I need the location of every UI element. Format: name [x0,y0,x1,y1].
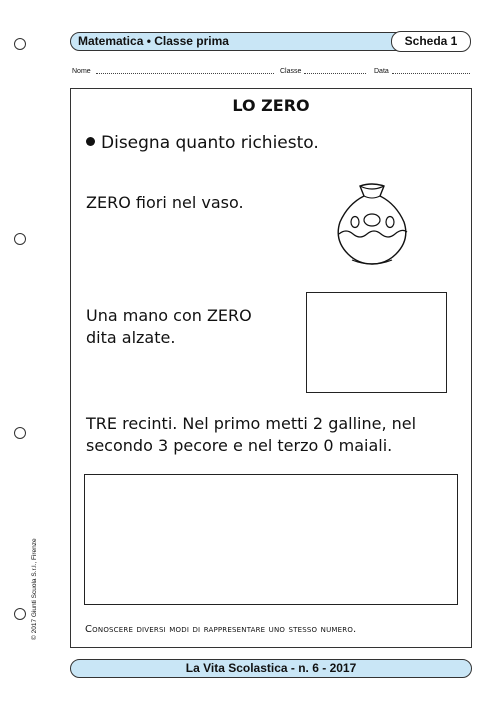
hand-drawing-box[interactable] [306,292,447,393]
task-pens-line2: secondo 3 pecore e nel terzo 0 maiali. [86,436,393,455]
bullet-icon [86,137,95,146]
task-pens-line1: TRE recinti. Nel primo metti 2 galline, nel [86,414,417,433]
task-hand [86,305,252,349]
learning-objective: Conoscere diversi modi di rappresentare uno stesso numero. [85,624,357,635]
date-field[interactable] [392,73,470,74]
name-label: Nome [72,68,91,75]
worksheet-title: LO ZERO [232,96,310,115]
binder-hole-4 [14,608,26,620]
class-field[interactable] [304,73,366,74]
task-hand-line1: Una mano con ZERO [86,306,252,325]
task-flowers: ZERO fiori nel vaso. [86,193,244,212]
binder-hole-1 [14,38,26,50]
student-fields [72,66,472,78]
pens-drawing-box[interactable] [84,474,458,605]
binder-hole-2 [14,233,26,245]
subject-label: Matematica • Classe prima [78,34,229,48]
name-field[interactable] [96,73,274,74]
sheet-number: Scheda 1 [391,31,471,52]
instruction [86,132,319,154]
copyright-notice: © 2017 Giunti Scuola S.r.l., Firenze [31,538,38,640]
publication-footer: La Vita Scolastica - n. 6 - 2017 [70,659,472,678]
task-hand-line2: dita alzate. [86,328,176,347]
binder-hole-3 [14,427,26,439]
task-pens [86,413,416,457]
class-label: Classe [280,68,302,75]
date-label: Data [374,68,389,75]
instruction-text: Disegna quanto richiesto. [101,133,319,153]
vase-icon [330,182,414,270]
